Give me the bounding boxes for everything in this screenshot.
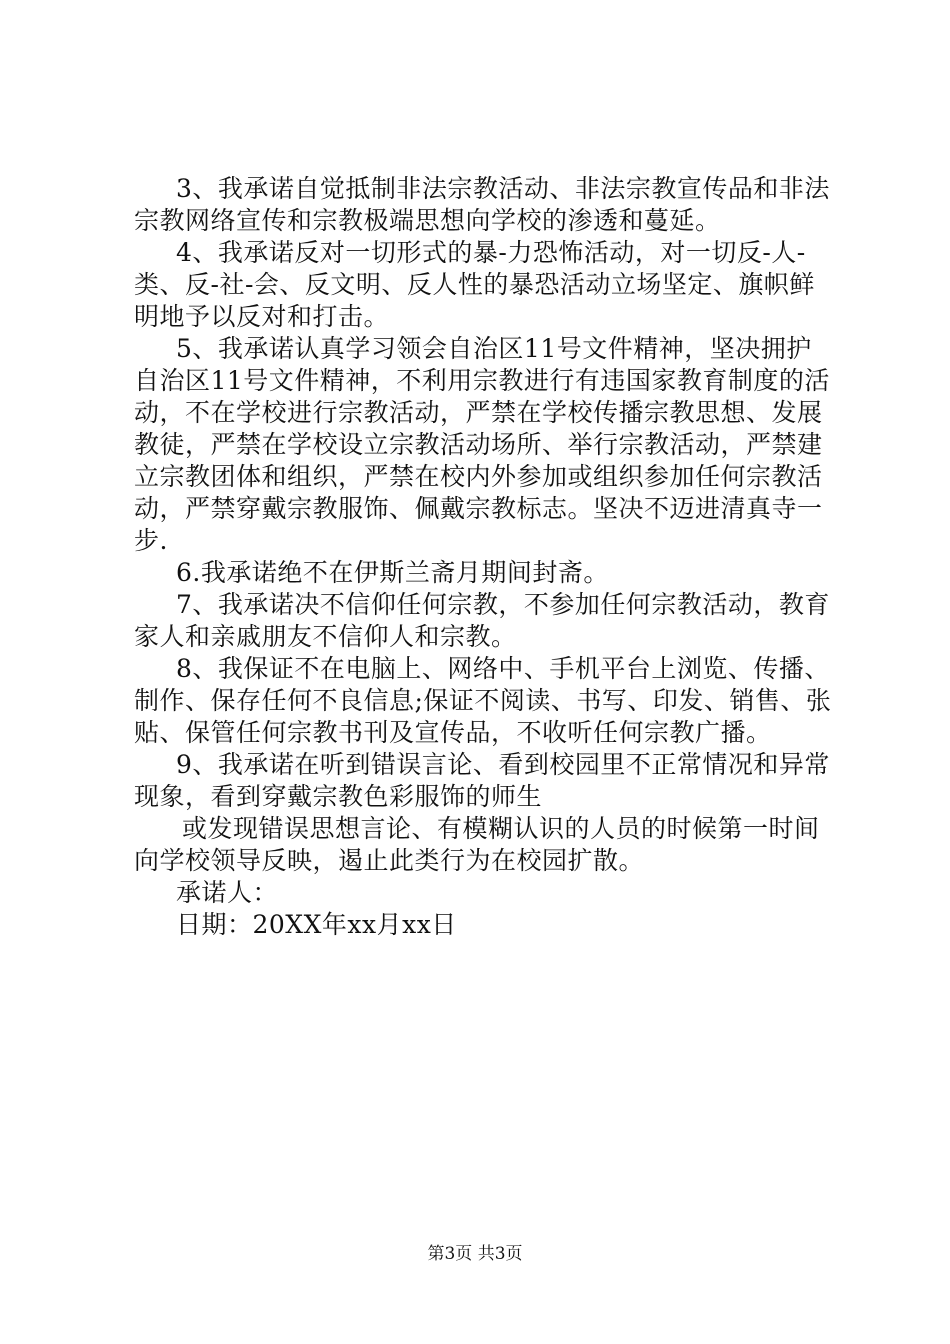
item-9-line-4: 向学校领导反映，遏止此类行为在校园扩散。 [134, 846, 645, 875]
item-5-line-1: 5、我承诺认真学习领会自治区11号文件精神，坚决拥护 [176, 334, 812, 363]
item-4-line-1: 4、我承诺反对一切形式的暴-力恐怖活动，对一切反-人- [176, 238, 806, 267]
item-4-line-2: 类、反-社-会、反文明、反人性的暴恐活动立场坚定、旗帜鲜 [134, 270, 815, 299]
item-6-line-1: 6.我承诺绝不在伊斯兰斋月期间封斋。 [176, 558, 609, 587]
item-9-line-1: 9、我承诺在听到错误言论、看到校园里不正常情况和异常 [176, 750, 830, 779]
item-9-line-2: 现象，看到穿戴宗教色彩服饰的师生 [134, 782, 543, 811]
item-3-line-1: 3、我承诺自觉抵制非法宗教活动、非法宗教宣传品和非法 [176, 174, 830, 203]
item-3-line-2: 宗教网络宣传和宗教极端思想向学校的渗透和蔓延。 [134, 206, 721, 235]
item-8-line-1: 8、我保证不在电脑上、网络中、手机平台上浏览、传播、 [176, 654, 830, 683]
item-5-line-5: 立宗教团体和组织，严禁在校内外参加或组织参加任何宗教活 [134, 462, 823, 491]
item-8-line-2: 制作、保存任何不良信息;保证不阅读、书写、印发、销售、张 [134, 686, 832, 715]
item-4-line-3: 明地予以反对和打击。 [134, 302, 390, 331]
signatory-label: 承诺人： [176, 878, 279, 907]
page-number: 第3页 共3页 [427, 1244, 523, 1264]
item-9-line-3: 或发现错误思想言论、有模糊认识的人员的时候第一时间 [182, 814, 820, 843]
date-line: 日期：20XX年xx月xx日 [176, 910, 457, 939]
item-8-line-3: 贴、保管任何宗教书刊及宣传品，不收听任何宗教广播。 [134, 718, 772, 747]
item-5-line-2: 自治区11号文件精神，不利用宗教进行有违国家教育制度的活 [134, 366, 830, 395]
item-7-line-1: 7、我承诺决不信仰任何宗教，不参加任何宗教活动，教育 [176, 590, 830, 619]
item-7-line-2: 家人和亲戚朋友不信仰人和宗教。 [134, 622, 517, 651]
document-body [134, 173, 834, 941]
item-5-line-7: 步. [134, 526, 168, 555]
item-5-line-3: 动，不在学校进行宗教活动，严禁在学校传播宗教思想、发展 [134, 398, 823, 427]
item-5-line-4: 教徒，严禁在学校设立宗教活动场所、举行宗教活动，严禁建 [134, 430, 823, 459]
item-5-line-6: 动，严禁穿戴宗教服饰、佩戴宗教标志。坚决不迈进清真寺一 [134, 494, 823, 523]
